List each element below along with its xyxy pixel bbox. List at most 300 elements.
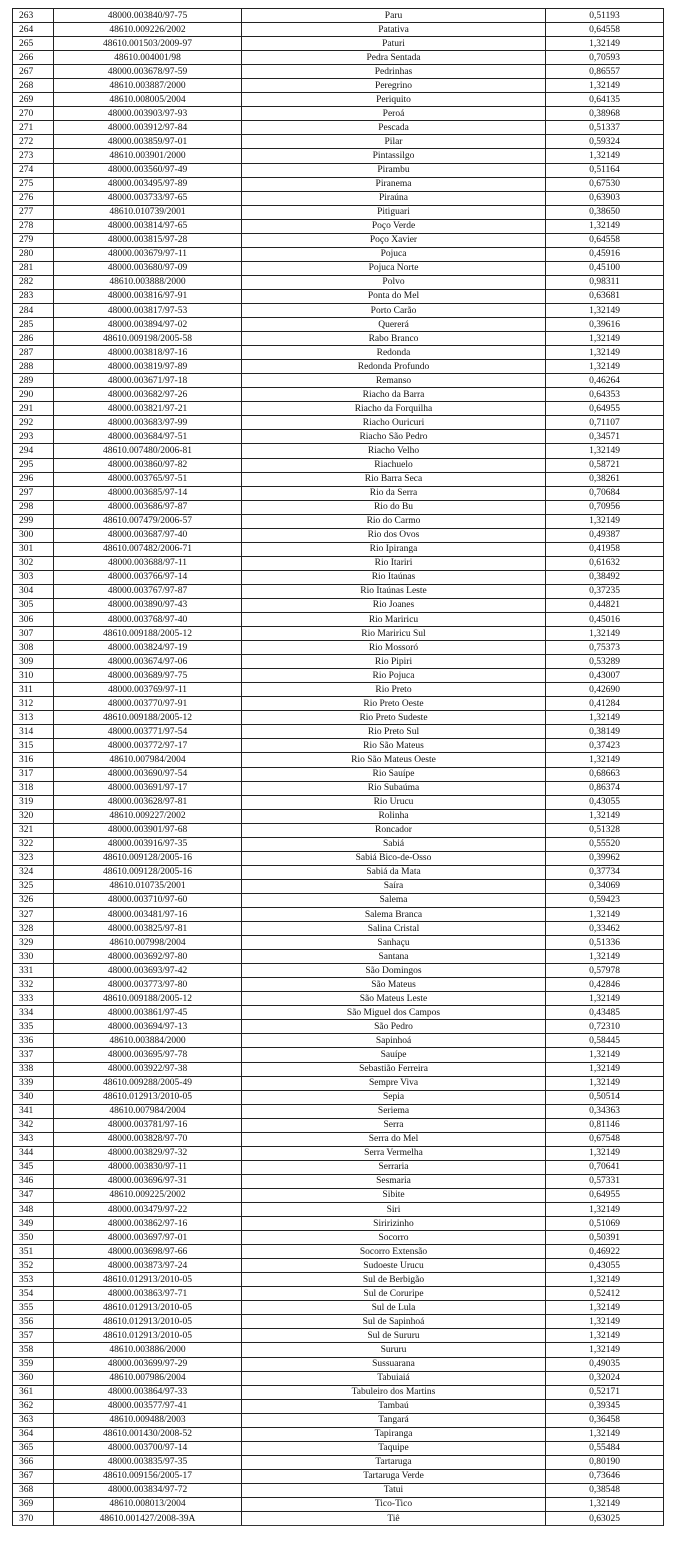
table-row bbox=[13, 893, 664, 907]
value-cell: 0,51164 bbox=[546, 163, 664, 177]
process-number: 48000.003678/97-59 bbox=[54, 65, 242, 79]
value-cell: 1,32149 bbox=[546, 1202, 664, 1216]
table-row bbox=[13, 655, 664, 669]
value-cell: 1,32149 bbox=[546, 514, 664, 528]
field-name: Sabiá Bico-de-Osso bbox=[242, 851, 546, 865]
process-number: 48000.003691/97-17 bbox=[54, 781, 242, 795]
process-number: 48000.003770/97-91 bbox=[54, 697, 242, 711]
field-name: Rio Mariricu bbox=[242, 613, 546, 627]
process-number: 48000.003894/97-02 bbox=[54, 318, 242, 332]
table-row bbox=[13, 669, 664, 683]
table-row bbox=[13, 992, 664, 1006]
table-row bbox=[13, 1034, 664, 1048]
row-number: 303 bbox=[13, 570, 54, 584]
value-cell: 0,71107 bbox=[546, 416, 664, 430]
process-number: 48610.009156/2005-17 bbox=[54, 1469, 242, 1483]
row-number: 276 bbox=[13, 191, 54, 205]
field-name: Serraria bbox=[242, 1160, 546, 1174]
bottom-rule bbox=[12, 1525, 663, 1526]
row-number: 293 bbox=[13, 430, 54, 444]
table-row bbox=[13, 964, 664, 978]
value-cell: 0,68663 bbox=[546, 767, 664, 781]
value-cell: 0,57978 bbox=[546, 964, 664, 978]
field-name: Rio Itariri bbox=[242, 556, 546, 570]
process-number: 48000.003768/97-40 bbox=[54, 613, 242, 627]
table-row bbox=[13, 1104, 664, 1118]
row-number: 352 bbox=[13, 1259, 54, 1273]
field-name: Rabo Branco bbox=[242, 332, 546, 346]
table-row bbox=[13, 1371, 664, 1385]
process-number: 48610.009128/2005-16 bbox=[54, 851, 242, 865]
field-name: Rio Itaúnas bbox=[242, 570, 546, 584]
field-name: Rio Preto Sudeste bbox=[242, 711, 546, 725]
process-number: 48000.003819/97-89 bbox=[54, 360, 242, 374]
value-cell: 0,43007 bbox=[546, 669, 664, 683]
value-cell: 0,32024 bbox=[546, 1371, 664, 1385]
value-cell: 0,53289 bbox=[546, 655, 664, 669]
table-row bbox=[13, 121, 664, 135]
table-row bbox=[13, 1455, 664, 1469]
row-number: 361 bbox=[13, 1385, 54, 1399]
field-name: Redonda Profundo bbox=[242, 360, 546, 374]
value-cell: 0,45100 bbox=[546, 261, 664, 275]
row-number: 328 bbox=[13, 922, 54, 936]
process-number: 48000.003560/97-49 bbox=[54, 163, 242, 177]
row-number: 337 bbox=[13, 1048, 54, 1062]
process-number: 48610.009288/2005-49 bbox=[54, 1076, 242, 1090]
process-number: 48610.003888/2000 bbox=[54, 275, 242, 289]
process-number: 48000.003577/97-41 bbox=[54, 1399, 242, 1413]
process-number: 48000.003903/97-93 bbox=[54, 107, 242, 121]
row-number: 313 bbox=[13, 711, 54, 725]
value-cell: 0,44821 bbox=[546, 598, 664, 612]
table-row bbox=[13, 163, 664, 177]
row-number: 350 bbox=[13, 1231, 54, 1245]
value-cell: 1,32149 bbox=[546, 444, 664, 458]
field-name: Porto Carão bbox=[242, 303, 546, 317]
field-name: Rio Pojuca bbox=[242, 669, 546, 683]
value-cell: 0,63903 bbox=[546, 191, 664, 205]
field-name: Tartaruga bbox=[242, 1455, 546, 1469]
table-row bbox=[13, 1287, 664, 1301]
table-row bbox=[13, 1202, 664, 1216]
field-name: Peregrino bbox=[242, 79, 546, 93]
value-cell: 0,64955 bbox=[546, 402, 664, 416]
process-number: 48610.009188/2005-12 bbox=[54, 992, 242, 1006]
row-number: 305 bbox=[13, 598, 54, 612]
table-row bbox=[13, 556, 664, 570]
row-number: 312 bbox=[13, 697, 54, 711]
table-row bbox=[13, 1357, 664, 1371]
row-number: 308 bbox=[13, 641, 54, 655]
process-number: 48000.003686/97-87 bbox=[54, 500, 242, 514]
process-number: 48000.003683/97-99 bbox=[54, 416, 242, 430]
process-number: 48000.003912/97-84 bbox=[54, 121, 242, 135]
row-number: 284 bbox=[13, 303, 54, 317]
row-number: 319 bbox=[13, 795, 54, 809]
field-name: Siri bbox=[242, 1202, 546, 1216]
table-row bbox=[13, 613, 664, 627]
table-row bbox=[13, 1160, 664, 1174]
table-row bbox=[13, 514, 664, 528]
table-row bbox=[13, 1188, 664, 1202]
table-row bbox=[13, 247, 664, 261]
row-number: 266 bbox=[13, 51, 54, 65]
process-number: 48000.003733/97-65 bbox=[54, 191, 242, 205]
table-row bbox=[13, 950, 664, 964]
table-row bbox=[13, 135, 664, 149]
row-number: 327 bbox=[13, 908, 54, 922]
row-number: 340 bbox=[13, 1090, 54, 1104]
field-name: Pedrinhas bbox=[242, 65, 546, 79]
process-number: 48000.003699/97-29 bbox=[54, 1357, 242, 1371]
table-row bbox=[13, 823, 664, 837]
process-number: 48000.003861/97-45 bbox=[54, 1006, 242, 1020]
process-number: 48000.003698/97-66 bbox=[54, 1245, 242, 1259]
process-number: 48000.003765/97-51 bbox=[54, 472, 242, 486]
value-cell: 1,32149 bbox=[546, 1343, 664, 1357]
process-number: 48610.003884/2000 bbox=[54, 1034, 242, 1048]
table-row bbox=[13, 402, 664, 416]
field-name: Rio do Carmo bbox=[242, 514, 546, 528]
row-number: 294 bbox=[13, 444, 54, 458]
process-number: 48000.003684/97-51 bbox=[54, 430, 242, 444]
process-number: 48000.003685/97-14 bbox=[54, 486, 242, 500]
field-name: Rio Itaúnas Leste bbox=[242, 584, 546, 598]
row-number: 267 bbox=[13, 65, 54, 79]
field-name: Riacho Velho bbox=[242, 444, 546, 458]
process-number: 48000.003863/97-71 bbox=[54, 1287, 242, 1301]
row-number: 345 bbox=[13, 1160, 54, 1174]
field-name: Sussuarana bbox=[242, 1357, 546, 1371]
value-cell: 0,43485 bbox=[546, 1006, 664, 1020]
table-row bbox=[13, 725, 664, 739]
field-name: Peroá bbox=[242, 107, 546, 121]
process-number: 48000.003710/97-60 bbox=[54, 893, 242, 907]
process-number: 48000.003769/97-11 bbox=[54, 683, 242, 697]
value-cell: 0,39345 bbox=[546, 1399, 664, 1413]
table-row bbox=[13, 1441, 664, 1455]
field-name: Rolinha bbox=[242, 809, 546, 823]
field-name: Tangará bbox=[242, 1413, 546, 1427]
row-number: 265 bbox=[13, 37, 54, 51]
process-number: 48000.003835/97-35 bbox=[54, 1455, 242, 1469]
value-cell: 1,32149 bbox=[546, 1329, 664, 1343]
table-row bbox=[13, 1118, 664, 1132]
row-number: 317 bbox=[13, 767, 54, 781]
field-name: Sanhaçu bbox=[242, 936, 546, 950]
value-cell: 1,32149 bbox=[546, 1048, 664, 1062]
value-cell: 0,42846 bbox=[546, 978, 664, 992]
row-number: 324 bbox=[13, 865, 54, 879]
process-number: 48000.003680/97-09 bbox=[54, 261, 242, 275]
table-row bbox=[13, 149, 664, 163]
process-number: 48000.003771/97-54 bbox=[54, 725, 242, 739]
row-number: 329 bbox=[13, 936, 54, 950]
value-cell: 0,51336 bbox=[546, 936, 664, 950]
table-row bbox=[13, 1090, 664, 1104]
value-cell: 0,59423 bbox=[546, 893, 664, 907]
value-cell: 0,39616 bbox=[546, 318, 664, 332]
table-row bbox=[13, 978, 664, 992]
table-row bbox=[13, 837, 664, 851]
process-number: 48000.003860/97-82 bbox=[54, 458, 242, 472]
process-number: 48000.003916/97-35 bbox=[54, 837, 242, 851]
field-name: Rio Pipiri bbox=[242, 655, 546, 669]
field-name: Rio Preto Oeste bbox=[242, 697, 546, 711]
field-name: São Domingos bbox=[242, 964, 546, 978]
row-number: 263 bbox=[13, 9, 54, 23]
row-number: 270 bbox=[13, 107, 54, 121]
value-cell: 1,32149 bbox=[546, 753, 664, 767]
value-cell: 0,52412 bbox=[546, 1287, 664, 1301]
row-number: 306 bbox=[13, 613, 54, 627]
row-number: 351 bbox=[13, 1245, 54, 1259]
process-number: 48610.012913/2010-05 bbox=[54, 1090, 242, 1104]
row-number: 269 bbox=[13, 93, 54, 107]
row-number: 370 bbox=[13, 1512, 54, 1526]
table-row bbox=[13, 1006, 664, 1020]
value-cell: 1,32149 bbox=[546, 950, 664, 964]
field-name: São Pedro bbox=[242, 1020, 546, 1034]
row-number: 289 bbox=[13, 374, 54, 388]
field-name: São Mateus Leste bbox=[242, 992, 546, 1006]
table-row bbox=[13, 346, 664, 360]
row-number: 368 bbox=[13, 1483, 54, 1497]
row-number: 362 bbox=[13, 1399, 54, 1413]
table-row bbox=[13, 1245, 664, 1259]
value-cell: 0,43055 bbox=[546, 1259, 664, 1273]
value-cell: 0,45016 bbox=[546, 613, 664, 627]
row-number: 295 bbox=[13, 458, 54, 472]
table-row bbox=[13, 1315, 664, 1329]
table-row bbox=[13, 37, 664, 51]
table-row bbox=[13, 458, 664, 472]
process-number: 48000.003821/97-21 bbox=[54, 402, 242, 416]
field-name: Pitiguari bbox=[242, 205, 546, 219]
value-cell: 0,33462 bbox=[546, 922, 664, 936]
table-row bbox=[13, 865, 664, 879]
field-name: São Miguel dos Campos bbox=[242, 1006, 546, 1020]
row-number: 357 bbox=[13, 1329, 54, 1343]
row-number: 341 bbox=[13, 1104, 54, 1118]
table-row bbox=[13, 598, 664, 612]
field-name: Rio Subaúma bbox=[242, 781, 546, 795]
value-cell: 0,38492 bbox=[546, 570, 664, 584]
field-name: Sul de Lula bbox=[242, 1301, 546, 1315]
field-name: Poço Xavier bbox=[242, 233, 546, 247]
table-row bbox=[13, 1076, 664, 1090]
field-name: Pojuca bbox=[242, 247, 546, 261]
field-name: Piranema bbox=[242, 177, 546, 191]
field-name: Seriema bbox=[242, 1104, 546, 1118]
value-cell: 0,46264 bbox=[546, 374, 664, 388]
value-cell: 0,64353 bbox=[546, 388, 664, 402]
value-cell: 0,34069 bbox=[546, 879, 664, 893]
table-row bbox=[13, 191, 664, 205]
field-name: Rio Sauípe bbox=[242, 767, 546, 781]
row-number: 282 bbox=[13, 275, 54, 289]
value-cell: 0,50391 bbox=[546, 1231, 664, 1245]
value-cell: 1,32149 bbox=[546, 908, 664, 922]
field-name: Rio Mariricu Sul bbox=[242, 627, 546, 641]
process-number: 48610.007479/2006-57 bbox=[54, 514, 242, 528]
table-row bbox=[13, 711, 664, 725]
row-number: 298 bbox=[13, 500, 54, 514]
process-number: 48000.003816/97-91 bbox=[54, 289, 242, 303]
row-number: 291 bbox=[13, 402, 54, 416]
value-cell: 0,51337 bbox=[546, 121, 664, 135]
field-name: Tiê bbox=[242, 1512, 546, 1526]
value-cell: 1,32149 bbox=[546, 1076, 664, 1090]
table-row bbox=[13, 1273, 664, 1287]
process-number: 48610.003887/2000 bbox=[54, 79, 242, 93]
value-cell: 0,70593 bbox=[546, 51, 664, 65]
process-number: 48610.001503/2009-97 bbox=[54, 37, 242, 51]
process-number: 48610.009188/2005-12 bbox=[54, 627, 242, 641]
process-number: 48000.003772/97-17 bbox=[54, 739, 242, 753]
row-number: 332 bbox=[13, 978, 54, 992]
process-number: 48000.003671/97-18 bbox=[54, 374, 242, 388]
row-number: 339 bbox=[13, 1076, 54, 1090]
field-name: Serra Vermelha bbox=[242, 1146, 546, 1160]
field-name: Riacho Ouricuri bbox=[242, 416, 546, 430]
field-name: Paturi bbox=[242, 37, 546, 51]
row-number: 292 bbox=[13, 416, 54, 430]
process-number: 48000.003840/97-75 bbox=[54, 9, 242, 23]
process-number: 48000.003628/97-81 bbox=[54, 795, 242, 809]
process-number: 48610.009226/2002 bbox=[54, 23, 242, 37]
process-number: 48610.012913/2010-05 bbox=[54, 1329, 242, 1343]
table-row bbox=[13, 1020, 664, 1034]
table-row bbox=[13, 1217, 664, 1231]
row-number: 343 bbox=[13, 1132, 54, 1146]
row-number: 344 bbox=[13, 1146, 54, 1160]
value-cell: 0,34571 bbox=[546, 430, 664, 444]
field-name: Rio Ipiranga bbox=[242, 542, 546, 556]
table-row bbox=[13, 107, 664, 121]
process-number: 48000.003674/97-06 bbox=[54, 655, 242, 669]
field-name: Patativa bbox=[242, 23, 546, 37]
field-name: Polvo bbox=[242, 275, 546, 289]
value-cell: 0,58445 bbox=[546, 1034, 664, 1048]
value-cell: 0,46922 bbox=[546, 1245, 664, 1259]
value-cell: 1,32149 bbox=[546, 1301, 664, 1315]
field-name: Rio da Serra bbox=[242, 486, 546, 500]
process-number: 48000.003922/97-38 bbox=[54, 1062, 242, 1076]
row-number: 342 bbox=[13, 1118, 54, 1132]
process-number: 48610.009198/2005-58 bbox=[54, 332, 242, 346]
table-row bbox=[13, 261, 664, 275]
row-number: 268 bbox=[13, 79, 54, 93]
process-number: 48610.012913/2010-05 bbox=[54, 1315, 242, 1329]
table-row bbox=[13, 1483, 664, 1497]
process-number: 48610.004001/98 bbox=[54, 51, 242, 65]
process-number: 48000.003679/97-11 bbox=[54, 247, 242, 261]
row-number: 347 bbox=[13, 1188, 54, 1202]
process-number: 48000.003773/97-80 bbox=[54, 978, 242, 992]
field-name: Sururu bbox=[242, 1343, 546, 1357]
process-number: 48000.003834/97-72 bbox=[54, 1483, 242, 1497]
value-cell: 1,32149 bbox=[546, 332, 664, 346]
value-cell: 1,32149 bbox=[546, 809, 664, 823]
value-cell: 0,70641 bbox=[546, 1160, 664, 1174]
value-cell: 1,32149 bbox=[546, 303, 664, 317]
table-row bbox=[13, 500, 664, 514]
process-number: 48000.003901/97-68 bbox=[54, 823, 242, 837]
value-cell: 1,32149 bbox=[546, 1427, 664, 1441]
field-name: Sapinhoá bbox=[242, 1034, 546, 1048]
row-number: 323 bbox=[13, 851, 54, 865]
field-name: Riachuelo bbox=[242, 458, 546, 472]
field-name: Tico-Tico bbox=[242, 1497, 546, 1511]
table-row bbox=[13, 93, 664, 107]
row-number: 331 bbox=[13, 964, 54, 978]
process-number: 48000.003815/97-28 bbox=[54, 233, 242, 247]
process-number: 48610.007480/2006-81 bbox=[54, 444, 242, 458]
row-number: 273 bbox=[13, 149, 54, 163]
value-cell: 0,49387 bbox=[546, 528, 664, 542]
value-cell: 0,80190 bbox=[546, 1455, 664, 1469]
field-name: Rio dos Ovos bbox=[242, 528, 546, 542]
field-name: Piraúna bbox=[242, 191, 546, 205]
table-row bbox=[13, 922, 664, 936]
table-row bbox=[13, 1497, 664, 1511]
value-cell: 1,32149 bbox=[546, 37, 664, 51]
row-number: 348 bbox=[13, 1202, 54, 1216]
row-number: 366 bbox=[13, 1455, 54, 1469]
row-number: 326 bbox=[13, 893, 54, 907]
row-number: 264 bbox=[13, 23, 54, 37]
field-name: Tartaruga Verde bbox=[242, 1469, 546, 1483]
value-cell: 0,67530 bbox=[546, 177, 664, 191]
process-number: 48000.003828/97-70 bbox=[54, 1132, 242, 1146]
row-number: 301 bbox=[13, 542, 54, 556]
row-number: 359 bbox=[13, 1357, 54, 1371]
value-cell: 0,98311 bbox=[546, 275, 664, 289]
process-number: 48000.003495/97-89 bbox=[54, 177, 242, 191]
value-cell: 1,32149 bbox=[546, 1062, 664, 1076]
row-number: 288 bbox=[13, 360, 54, 374]
process-number: 48000.003695/97-78 bbox=[54, 1048, 242, 1062]
row-number: 358 bbox=[13, 1343, 54, 1357]
process-number: 48000.003697/97-01 bbox=[54, 1231, 242, 1245]
value-cell: 1,32149 bbox=[546, 346, 664, 360]
process-number: 48000.003690/97-54 bbox=[54, 767, 242, 781]
process-number: 48000.003825/97-81 bbox=[54, 922, 242, 936]
value-cell: 0,70956 bbox=[546, 500, 664, 514]
row-number: 369 bbox=[13, 1497, 54, 1511]
process-number: 48000.003814/97-65 bbox=[54, 219, 242, 233]
table-row bbox=[13, 739, 664, 753]
table-row bbox=[13, 641, 664, 655]
row-number: 330 bbox=[13, 950, 54, 964]
value-cell: 0,64135 bbox=[546, 93, 664, 107]
field-name: Pilar bbox=[242, 135, 546, 149]
row-number: 316 bbox=[13, 753, 54, 767]
table-row bbox=[13, 303, 664, 317]
field-name: Sauípe bbox=[242, 1048, 546, 1062]
field-name: Siririzinho bbox=[242, 1217, 546, 1231]
table-row bbox=[13, 79, 664, 93]
row-number: 287 bbox=[13, 346, 54, 360]
table-row bbox=[13, 627, 664, 641]
table-row bbox=[13, 177, 664, 191]
table-row bbox=[13, 1132, 664, 1146]
row-number: 299 bbox=[13, 514, 54, 528]
field-name: Paru bbox=[242, 9, 546, 23]
process-number: 48610.003886/2000 bbox=[54, 1343, 242, 1357]
